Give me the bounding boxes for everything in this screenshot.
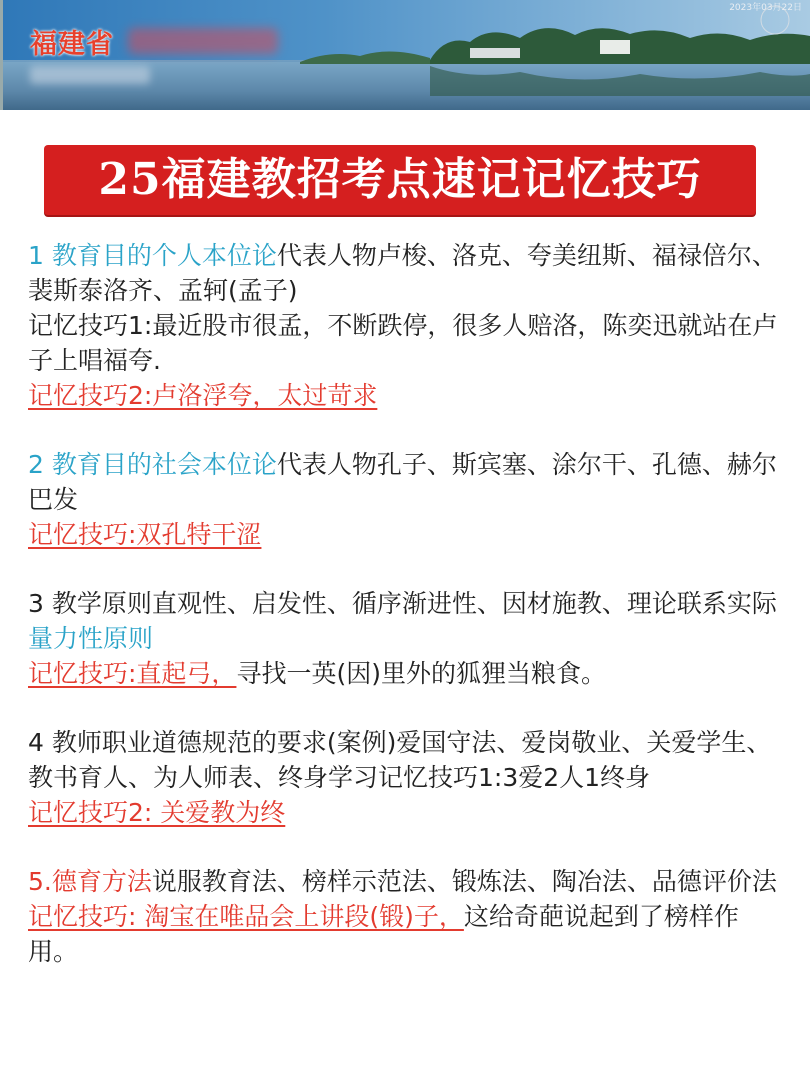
section-3-highlight: 量力性原则 [28, 624, 154, 653]
section-5-tip: 记忆技巧: 淘宝在唯品会上讲段(锻)子， [28, 902, 464, 931]
page-title: 25福建教招考点速记记忆技巧 [98, 154, 702, 205]
title-box [44, 145, 756, 215]
banner-blurred-subtitle [30, 66, 150, 84]
section-3-tip: 记忆技巧:直起弓， [28, 659, 237, 688]
banner-brand: 福建省 [30, 29, 114, 60]
section-2 [28, 447, 788, 552]
section-2-heading: 2 教育目的社会本位论 [28, 450, 277, 479]
banner-date: 2023年03月22日 [729, 3, 802, 13]
section-2-text: 代表人物孔子、斯宾塞、涂尔干、孔德、赫尔巴发 [28, 450, 777, 514]
section-5-body [28, 864, 788, 899]
section-5-tip-rest: 这给奇葩说起到了榜样作用。 [28, 902, 739, 966]
section-1-tip1: 记忆技巧1:最近股市很孟，不断跌停，很多人赔洛，陈奕迅就站在卢子上唱福夸. [28, 311, 778, 375]
section-5-heading: 5.德育方法 [28, 867, 152, 896]
section-1-body [28, 238, 788, 308]
banner-edge [0, 0, 3, 110]
content [28, 238, 788, 1003]
section-3 [28, 586, 788, 691]
section-4-text: 4 教师职业道德规范的要求(案例)爱国守法、爱岗敬业、关爱学生、教书育人、为人师表、终身学习记忆技巧1:3爱2人1终身 [28, 728, 772, 792]
section-2-tip: 记忆技巧:双孔特干涩 [28, 520, 262, 549]
section-1-text: 代表人物卢梭、洛克、夸美纽斯、福禄倍尔、裴斯泰洛齐、孟轲(孟子) [28, 241, 777, 305]
section-3-tip-rest: 寻找一英(因)里外的狐狸当粮食。 [236, 659, 606, 688]
section-1-heading: 1 教育目的个人本位论 [28, 241, 277, 270]
header-banner [0, 0, 810, 110]
section-5-text: 说服教育法、榜样示范法、锻炼法、陶冶法、品德评价法 [151, 867, 777, 896]
banner-blurred-logo [128, 28, 278, 54]
section-3-body [28, 586, 788, 656]
section-1 [28, 238, 788, 413]
section-4-tip: 记忆技巧2: 关爱教为终 [28, 798, 286, 827]
section-3-text: 3 教学原则直观性、启发性、循序渐进性、因材施教、理论联系实际 [28, 589, 777, 618]
banner-scenery [0, 0, 810, 110]
section-4 [28, 725, 788, 830]
section-5 [28, 864, 788, 969]
section-1-tip2: 记忆技巧2:卢洛浮夸，太过苛求 [28, 381, 378, 410]
section-2-body [28, 447, 788, 517]
